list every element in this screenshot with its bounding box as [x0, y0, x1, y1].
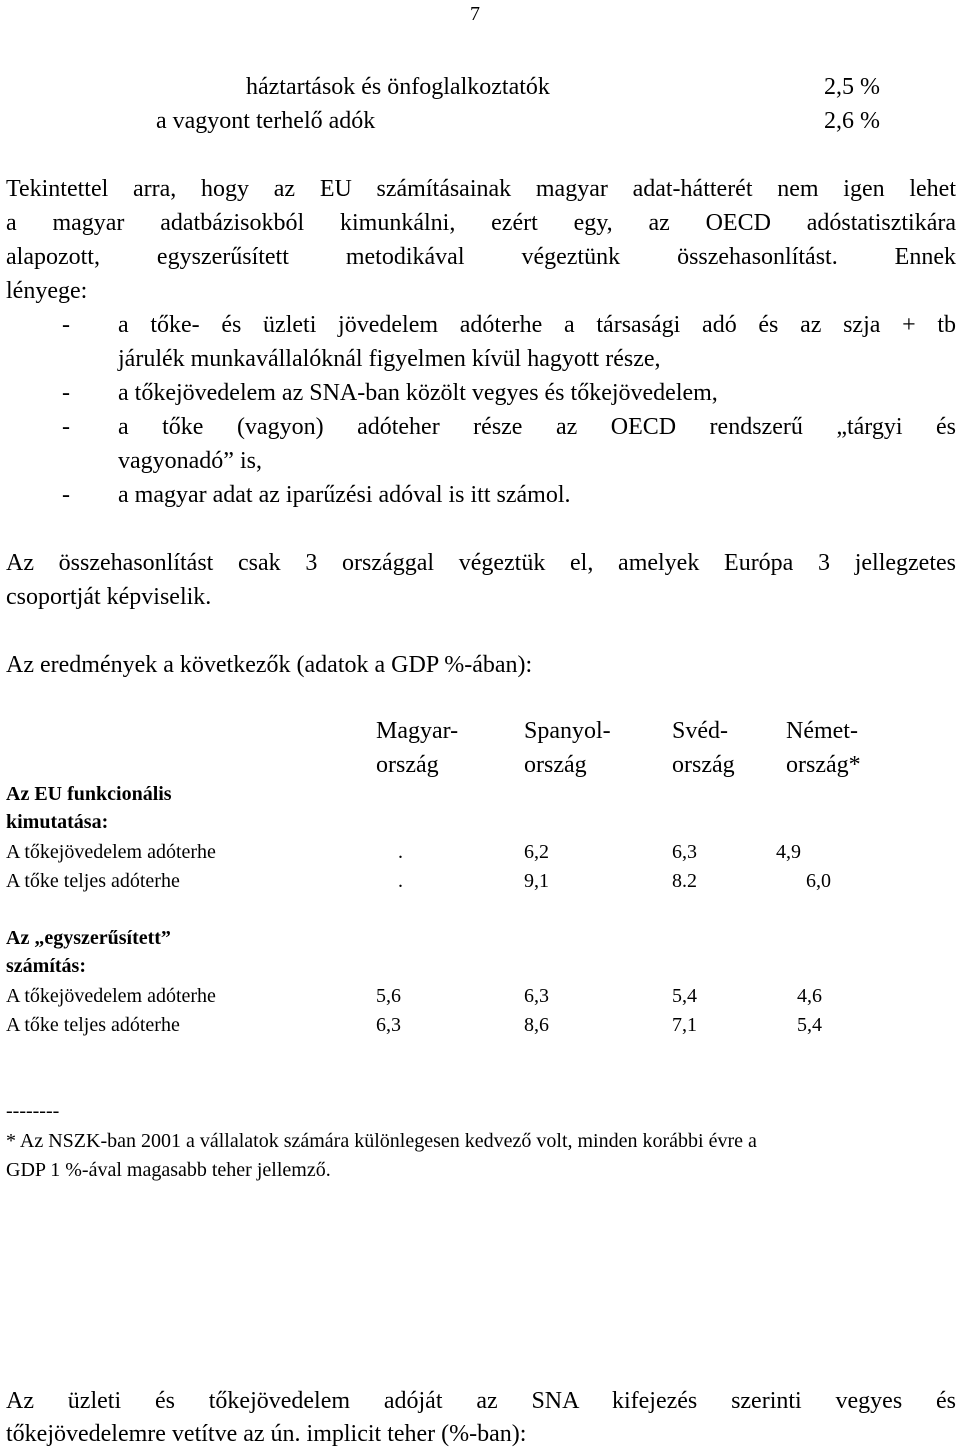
table-cell: 8,6	[524, 1014, 549, 1036]
footnote-line: * Az NSZK-ban 2001 a vállalatok számára különlegesen kedvező volt, minden korábbi évre a	[6, 1130, 757, 1152]
section-title: számítás:	[6, 955, 86, 977]
bullet-line: a tőke- és üzleti jövedelem adóterhe a társasági adó és az szja + tb	[118, 312, 956, 338]
bullet-line: a magyar adat az iparűzési adóval is itt számol.	[118, 482, 571, 508]
bullet-line: a tőkejövedelem az SNA-ban közölt vegyes és tőkejövedelem,	[118, 380, 718, 406]
column-header: ország	[672, 752, 735, 778]
column-header: ország	[376, 752, 439, 778]
section-title: Az EU funkcionális	[6, 783, 172, 805]
table-cell: 8.2	[672, 870, 697, 892]
table-cell: 6,3	[376, 1014, 401, 1036]
bullet-dash: -	[62, 380, 70, 406]
bullet-line: vagyonadó” is,	[118, 448, 262, 474]
paragraph-line: a magyar adatbázisokból kimunkálni, ezért egy, az OECD adóstatisztikára	[6, 210, 956, 236]
paragraph-line: Tekintettel arra, hogy az EU számításainak magyar adat-hátterét nem igen lehet	[6, 176, 956, 202]
top-row-value: 2,5 %	[824, 74, 880, 100]
page-number: 7	[470, 3, 480, 25]
column-header: Német-	[786, 718, 858, 744]
section-title: Az „egyszerűsített”	[6, 927, 171, 949]
bullet-dash: -	[62, 312, 70, 338]
bullet-line: járulék munkavállalóknál figyelmen kívül hagyott része,	[118, 346, 661, 372]
column-header: Svéd-	[672, 718, 728, 744]
paragraph-line: Az összehasonlítást csak 3 országgal végeztük el, amelyek Európa 3 jellegzetes	[6, 550, 956, 576]
column-header: ország*	[786, 752, 861, 778]
table-cell: 5,4	[672, 985, 697, 1007]
top-row-label: a vagyont terhelő adók	[156, 108, 376, 134]
row-label: A tőke teljes adóterhe	[6, 1014, 180, 1036]
bullet-dash: -	[62, 414, 70, 440]
table-cell: 4,6	[797, 985, 822, 1007]
row-label: A tőke teljes adóterhe	[6, 870, 180, 892]
results-intro: Az eredmények a következők (adatok a GDP %-ában):	[6, 652, 533, 678]
table-cell: 6,0	[806, 870, 831, 892]
top-row-value: 2,6 %	[824, 108, 880, 134]
column-header: Magyar-	[376, 718, 459, 744]
column-header: ország	[524, 752, 587, 778]
bullet-dash: -	[62, 482, 70, 508]
row-label: A tőkejövedelem adóterhe	[6, 985, 216, 1007]
paragraph-line: csoportját képviselik.	[6, 584, 212, 610]
table-cell: 6,3	[672, 841, 697, 863]
column-header: Spanyol-	[524, 718, 611, 744]
table-cell: 9,1	[524, 870, 549, 892]
paragraph-line: Az üzleti és tőkejövedelem adóját az SNA kifejezés szerinti vegyes és	[6, 1388, 956, 1414]
table-cell: .	[398, 841, 403, 863]
table-cell: .	[398, 870, 403, 892]
paragraph-line: lényege:	[6, 278, 88, 304]
row-label: A tőkejövedelem adóterhe	[6, 841, 216, 863]
table-cell: 6,3	[524, 985, 549, 1007]
table-cell: 7,1	[672, 1014, 697, 1036]
bullet-line: a tőke (vagyon) adóteher része az OECD rendszerű „tárgyi és	[118, 414, 956, 440]
footnote-rule: --------	[6, 1100, 60, 1122]
footnote-line: GDP 1 %-ával magasabb teher jellemző.	[6, 1159, 331, 1181]
paragraph-line: alapozott, egyszerűsített metodikával végeztünk összehasonlítást. Ennek	[6, 244, 956, 270]
section-title: kimutatása:	[6, 811, 109, 833]
paragraph-line: tőkejövedelemre vetítve az ún. implicit teher (%-ban):	[6, 1421, 527, 1447]
table-cell: 4,9	[776, 841, 801, 863]
table-cell: 5,4	[797, 1014, 822, 1036]
table-cell: 5,6	[376, 985, 401, 1007]
table-cell: 6,2	[524, 841, 549, 863]
top-row-label: háztartások és önfoglalkoztatók	[246, 74, 550, 100]
